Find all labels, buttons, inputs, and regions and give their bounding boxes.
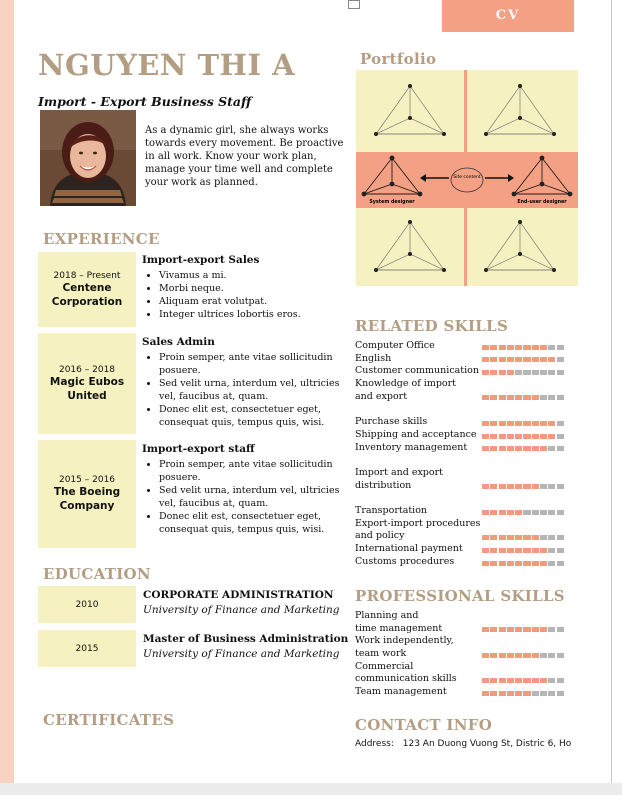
skill-segment-filled <box>515 691 522 696</box>
skill-segment-filled <box>482 421 489 426</box>
skill-row <box>355 661 580 686</box>
experience-bullet: • Morbi neque. <box>159 282 347 295</box>
skill-segment-filled <box>532 653 539 658</box>
experience-entry <box>142 254 347 321</box>
skill-row <box>355 467 580 492</box>
skill-segment-empty <box>540 653 547 658</box>
skill-segment-filled <box>532 357 539 362</box>
skill-segment-filled <box>490 678 497 683</box>
skill-segment-filled <box>507 535 514 540</box>
skill-segment-empty <box>548 484 555 489</box>
skill-level-bar <box>482 421 564 426</box>
skill-label: team work <box>355 648 407 660</box>
skill-segment-filled <box>490 653 497 658</box>
skill-segment-filled <box>515 357 522 362</box>
skill-segment-filled <box>540 434 547 439</box>
resize-handle[interactable] <box>348 0 360 9</box>
skill-segment-empty <box>548 627 555 632</box>
skill-segment-empty <box>557 561 564 566</box>
skill-segment-empty <box>557 678 564 683</box>
address-label: Address: <box>355 739 394 749</box>
skill-label: time management <box>355 622 443 634</box>
skill-segment-filled <box>482 691 489 696</box>
skill-segment-filled <box>523 548 530 553</box>
skill-segment-empty <box>548 561 555 566</box>
portfolio-left-label: System designer <box>369 200 415 205</box>
portfolio-image <box>356 70 578 286</box>
skill-segment-filled <box>490 535 497 540</box>
skill-row <box>355 365 580 378</box>
skill-segment-filled <box>499 548 506 553</box>
skill-segment-filled <box>482 548 489 553</box>
skill-segment-filled <box>523 484 530 489</box>
skill-segment-filled <box>515 434 522 439</box>
skill-row <box>355 404 580 417</box>
skill-segment-empty <box>557 446 564 451</box>
skill-row <box>355 556 580 569</box>
experience-company: Magic Eubos United <box>49 375 125 402</box>
skill-segment-filled <box>499 653 506 658</box>
skill-segment-filled <box>515 561 522 566</box>
skill-segment-filled <box>490 446 497 451</box>
skill-segment-empty <box>557 421 564 426</box>
skill-segment-filled <box>523 653 530 658</box>
skill-segment-empty <box>548 510 555 515</box>
skill-segment-filled <box>523 357 530 362</box>
experience-period-box <box>38 333 136 434</box>
skill-label: Computer Office <box>355 340 435 351</box>
skill-segment-empty <box>557 357 564 362</box>
page-edge-stripe <box>0 0 14 795</box>
skill-segment-empty <box>557 395 564 400</box>
skill-segment-filled <box>540 561 547 566</box>
skill-segment-filled <box>515 395 522 400</box>
education-year: 2010 <box>75 599 99 610</box>
portfolio-diagram <box>356 70 578 286</box>
experience-bullet: • Sed velit urna, interdum vel, ultricies vel, faucibus at, quam. <box>159 484 347 510</box>
education-year-box <box>38 630 136 667</box>
experience-bullet: • Vivamus a mi. <box>159 269 347 282</box>
skill-segment-empty <box>548 653 555 658</box>
skill-segment-empty <box>540 510 547 515</box>
skill-segment-filled <box>499 510 506 515</box>
skill-segment-filled <box>499 678 506 683</box>
skill-segment-filled <box>523 535 530 540</box>
skill-segment-filled <box>515 548 522 553</box>
skill-segment-filled <box>532 678 539 683</box>
related-skills-heading: RELATED SKILLS <box>355 317 509 335</box>
skill-segment-filled <box>482 357 489 362</box>
skill-segment-filled <box>523 627 530 632</box>
skill-segment-filled <box>490 691 497 696</box>
skill-segment-filled <box>532 484 539 489</box>
skill-segment-filled <box>532 434 539 439</box>
skill-segment-filled <box>482 434 489 439</box>
skill-segment-filled <box>499 627 506 632</box>
skill-segment-filled <box>540 421 547 426</box>
skill-segment-filled <box>507 561 514 566</box>
skill-segment-filled <box>515 345 522 350</box>
skill-segment-filled <box>540 345 547 350</box>
skill-segment-filled <box>515 678 522 683</box>
education-school: University of Finance and Marketing <box>143 604 340 616</box>
skill-label: Customer communication <box>355 365 480 377</box>
skill-segment-filled <box>532 395 539 400</box>
skill-segment-filled <box>507 653 514 658</box>
skill-segment-empty <box>557 627 564 632</box>
experience-period: 2015 – 2016 <box>58 475 116 485</box>
skill-segment-filled <box>490 357 497 362</box>
skill-level-bar <box>482 691 564 696</box>
skill-row <box>355 378 580 403</box>
skill-level-bar <box>482 678 564 683</box>
skill-segment-empty <box>548 548 555 553</box>
skill-level-bar <box>482 627 564 632</box>
experience-heading: EXPERIENCE <box>43 230 160 248</box>
skill-level-bar <box>482 548 564 553</box>
education-year-box <box>38 586 136 623</box>
skill-level-bar <box>482 510 564 515</box>
skill-segment-filled <box>499 484 506 489</box>
experience-period: 2016 – 2018 <box>58 364 116 375</box>
skill-row <box>355 340 580 353</box>
skill-segment-filled <box>507 395 514 400</box>
skill-segment-empty <box>557 484 564 489</box>
skill-segment-filled <box>515 653 522 658</box>
skill-segment-filled <box>507 510 514 515</box>
skill-segment-filled <box>523 434 530 439</box>
profile-photo <box>40 110 136 206</box>
skill-segment-empty <box>540 535 547 540</box>
skill-label: and export <box>355 390 408 402</box>
skill-segment-filled <box>499 691 506 696</box>
skill-label: Import and export <box>355 467 443 478</box>
skill-segment-empty <box>557 535 564 540</box>
skill-segment-empty <box>557 548 564 553</box>
experience-bullet: • Donec elit est, consectetuer eget, consequat quis, tempus quis, wisi. <box>159 510 347 536</box>
skill-segment-filled <box>490 421 497 426</box>
skill-level-bar <box>482 345 564 350</box>
skill-segment-filled <box>507 357 514 362</box>
skill-segment-filled <box>482 678 489 683</box>
skill-segment-filled <box>499 446 506 451</box>
skill-segment-filled <box>507 548 514 553</box>
skill-segment-empty <box>548 345 555 350</box>
skill-segment-filled <box>490 434 497 439</box>
portfolio-center-label: Site content <box>453 175 481 180</box>
skill-segment-filled <box>490 345 497 350</box>
skill-segment-filled <box>515 421 522 426</box>
skill-row <box>355 505 580 518</box>
skill-segment-empty <box>532 691 539 696</box>
skill-segment-filled <box>507 434 514 439</box>
skill-row <box>355 686 580 699</box>
skill-label: communication skills <box>355 673 457 685</box>
skill-segment-filled <box>490 510 497 515</box>
experience-company: Centene Corporation <box>51 281 123 308</box>
candidate-name: NGUYEN THI A <box>38 48 296 82</box>
experience-period-box <box>38 252 136 327</box>
skill-segment-filled <box>499 434 506 439</box>
skill-segment-filled <box>482 370 489 375</box>
skill-segment-filled <box>499 345 506 350</box>
skill-label: Knowledge of import <box>355 378 456 390</box>
skill-label: distribution <box>355 479 412 491</box>
skill-label: Transportation <box>355 505 428 517</box>
skill-row <box>355 442 580 455</box>
education-degree: CORPORATE ADMINISTRATION <box>143 589 334 601</box>
skill-segment-filled <box>540 548 547 553</box>
skill-segment-filled <box>532 561 539 566</box>
skill-label: Shipping and acceptance <box>355 428 477 440</box>
experience-role: Import-export staff <box>142 443 255 455</box>
skill-level-bar <box>482 395 564 400</box>
skill-segment-filled <box>482 561 489 566</box>
contact-info-heading: CONTACT INFO <box>355 716 493 734</box>
skill-segment-empty <box>532 370 539 375</box>
experience-role: Import-export Sales <box>142 254 260 266</box>
skill-segment-filled <box>523 561 530 566</box>
skill-segment-filled <box>507 484 514 489</box>
skill-level-bar <box>482 561 564 566</box>
skill-row <box>355 543 580 556</box>
skill-label: Team management <box>355 686 447 698</box>
skill-segment-filled <box>482 535 489 540</box>
skill-row <box>355 610 580 635</box>
experience-company: The Boeing Company <box>53 486 121 512</box>
skill-segment-filled <box>515 510 522 515</box>
skill-segment-filled <box>482 627 489 632</box>
skill-segment-filled <box>532 627 539 632</box>
skill-segment-empty <box>548 691 555 696</box>
address-value: 123 An Duong Vuong St, Distric 6, Ho <box>402 739 572 749</box>
experience-period-box <box>38 440 136 548</box>
skill-segment-empty <box>557 510 564 515</box>
skill-segment-filled <box>482 345 489 350</box>
skill-segment-filled <box>507 678 514 683</box>
skill-segment-filled <box>548 357 555 362</box>
skill-label: Export-import procedures <box>355 517 481 529</box>
experience-bullet: • Sed velit urna, interdum vel, ultricies vel, faucibus at, quam. <box>159 377 347 403</box>
skill-segment-empty <box>540 484 547 489</box>
experience-bullet: • Integer ultrices lobortis eros. <box>159 308 347 321</box>
skill-segment-filled <box>490 395 497 400</box>
skill-label: English <box>355 352 392 364</box>
skill-segment-filled <box>523 345 530 350</box>
skill-row <box>355 454 580 467</box>
skill-segment-filled <box>532 535 539 540</box>
job-title: Import - Export Business Staff <box>38 94 252 109</box>
skill-segment-filled <box>490 484 497 489</box>
skill-level-bar <box>482 653 564 658</box>
experience-role: Sales Admin <box>142 336 215 348</box>
skill-segment-empty <box>548 395 555 400</box>
skill-segment-empty <box>548 535 555 540</box>
experience-bullet: • Aliquam erat volutpat. <box>159 295 347 308</box>
skill-segment-empty <box>523 510 530 515</box>
education-school: University of Finance and Marketing <box>143 648 340 660</box>
contact-address <box>355 739 571 749</box>
skill-segment-empty <box>523 370 530 375</box>
skill-row <box>355 492 580 505</box>
skill-segment-filled <box>540 678 547 683</box>
education-entry <box>143 632 353 662</box>
skill-segment-empty <box>515 370 522 375</box>
skill-segment-empty <box>548 446 555 451</box>
experience-bullet: • Donec elit est, consectetuer eget, consequat quis, tempus quis, wisi. <box>159 403 347 429</box>
skill-label: Customs procedures <box>355 555 455 567</box>
skill-segment-empty <box>532 510 539 515</box>
skill-level-bar <box>482 535 564 540</box>
skill-label: Commercial <box>355 660 414 672</box>
skill-row <box>355 518 580 543</box>
experience-entry <box>142 336 347 429</box>
skill-row <box>355 416 580 429</box>
skill-segment-empty <box>540 691 547 696</box>
skill-segment-filled <box>482 653 489 658</box>
skill-segment-filled <box>548 434 555 439</box>
skill-segment-filled <box>507 691 514 696</box>
skill-segment-filled <box>540 357 547 362</box>
certificates-heading: CERTIFICATES <box>43 711 175 729</box>
skill-segment-filled <box>499 535 506 540</box>
skill-label: International payment <box>355 543 463 555</box>
skill-segment-filled <box>540 446 547 451</box>
experience-entry <box>142 443 347 536</box>
skill-segment-filled <box>523 678 530 683</box>
skill-level-bar <box>482 370 564 375</box>
skill-segment-filled <box>523 446 530 451</box>
skill-segment-filled <box>507 446 514 451</box>
skill-segment-empty <box>557 653 564 658</box>
skill-segment-filled <box>515 484 522 489</box>
skill-label: Purchase skills <box>355 416 428 428</box>
skill-segment-filled <box>482 510 489 515</box>
skill-segment-filled <box>523 395 530 400</box>
page-border <box>611 0 612 795</box>
education-entry <box>143 588 353 618</box>
portfolio-right-label: End-user designer <box>517 200 567 205</box>
skill-segment-filled <box>482 446 489 451</box>
skill-label: and policy <box>355 530 405 542</box>
skill-segment-filled <box>507 345 514 350</box>
skill-segment-empty <box>540 370 547 375</box>
skill-segment-filled <box>499 357 506 362</box>
experience-bullet: • Proin semper, ante vitae sollicitudin posuere. <box>159 458 347 484</box>
skill-segment-filled <box>499 561 506 566</box>
cv-tab: CV <box>442 0 574 32</box>
professional-skills-heading: PROFESSIONAL SKILLS <box>355 587 565 605</box>
skill-segment-filled <box>482 395 489 400</box>
skill-segment-filled <box>515 535 522 540</box>
skill-level-bar <box>482 357 564 362</box>
skill-segment-empty <box>557 434 564 439</box>
skill-segment-filled <box>490 548 497 553</box>
skill-segment-filled <box>532 548 539 553</box>
skill-segment-filled <box>532 345 539 350</box>
page-bottom-edge <box>0 783 622 795</box>
skill-segment-filled <box>532 421 539 426</box>
skill-segment-empty <box>540 395 547 400</box>
skill-segment-filled <box>523 421 530 426</box>
experience-period: 2018 – Present <box>53 270 121 281</box>
skill-label: Inventory management <box>355 441 468 453</box>
skill-segment-filled <box>499 395 506 400</box>
skill-row <box>355 429 580 442</box>
skill-segment-filled <box>515 627 522 632</box>
skill-row <box>355 635 580 660</box>
education-heading: EDUCATION <box>43 565 151 583</box>
skill-segment-filled <box>532 446 539 451</box>
skill-segment-filled <box>507 370 514 375</box>
skill-segment-filled <box>548 421 555 426</box>
skill-segment-filled <box>507 421 514 426</box>
skill-segment-filled <box>490 370 497 375</box>
skill-segment-filled <box>515 446 522 451</box>
skill-level-bar <box>482 484 564 489</box>
skill-level-bar <box>482 446 564 451</box>
skill-segment-filled <box>540 627 547 632</box>
skill-row <box>355 353 580 366</box>
skill-label: Work independently, <box>355 635 454 647</box>
portfolio-heading: Portfolio <box>360 50 437 68</box>
education-degree: Master of Business Administration <box>143 633 349 645</box>
skill-level-bar <box>482 434 564 439</box>
skill-segment-empty <box>548 370 555 375</box>
skill-label: Planning and <box>355 610 419 621</box>
skill-segment-empty <box>557 691 564 696</box>
skill-segment-empty <box>548 678 555 683</box>
skill-segment-filled <box>523 691 530 696</box>
skill-segment-filled <box>499 421 506 426</box>
skill-segment-empty <box>557 370 564 375</box>
skill-segment-empty <box>557 345 564 350</box>
skill-segment-filled <box>490 561 497 566</box>
education-year: 2015 <box>75 643 99 654</box>
skill-segment-filled <box>507 627 514 632</box>
experience-bullet: • Proin semper, ante vitae sollicitudin posuere. <box>159 351 347 377</box>
intro-text: As a dynamic girl, she always works towards every movement. Be proactive in all work. Know your work plan, manage your time well and complete your work as planned. <box>145 125 344 188</box>
skill-segment-filled <box>499 370 506 375</box>
skill-segment-filled <box>490 627 497 632</box>
skill-segment-filled <box>482 484 489 489</box>
